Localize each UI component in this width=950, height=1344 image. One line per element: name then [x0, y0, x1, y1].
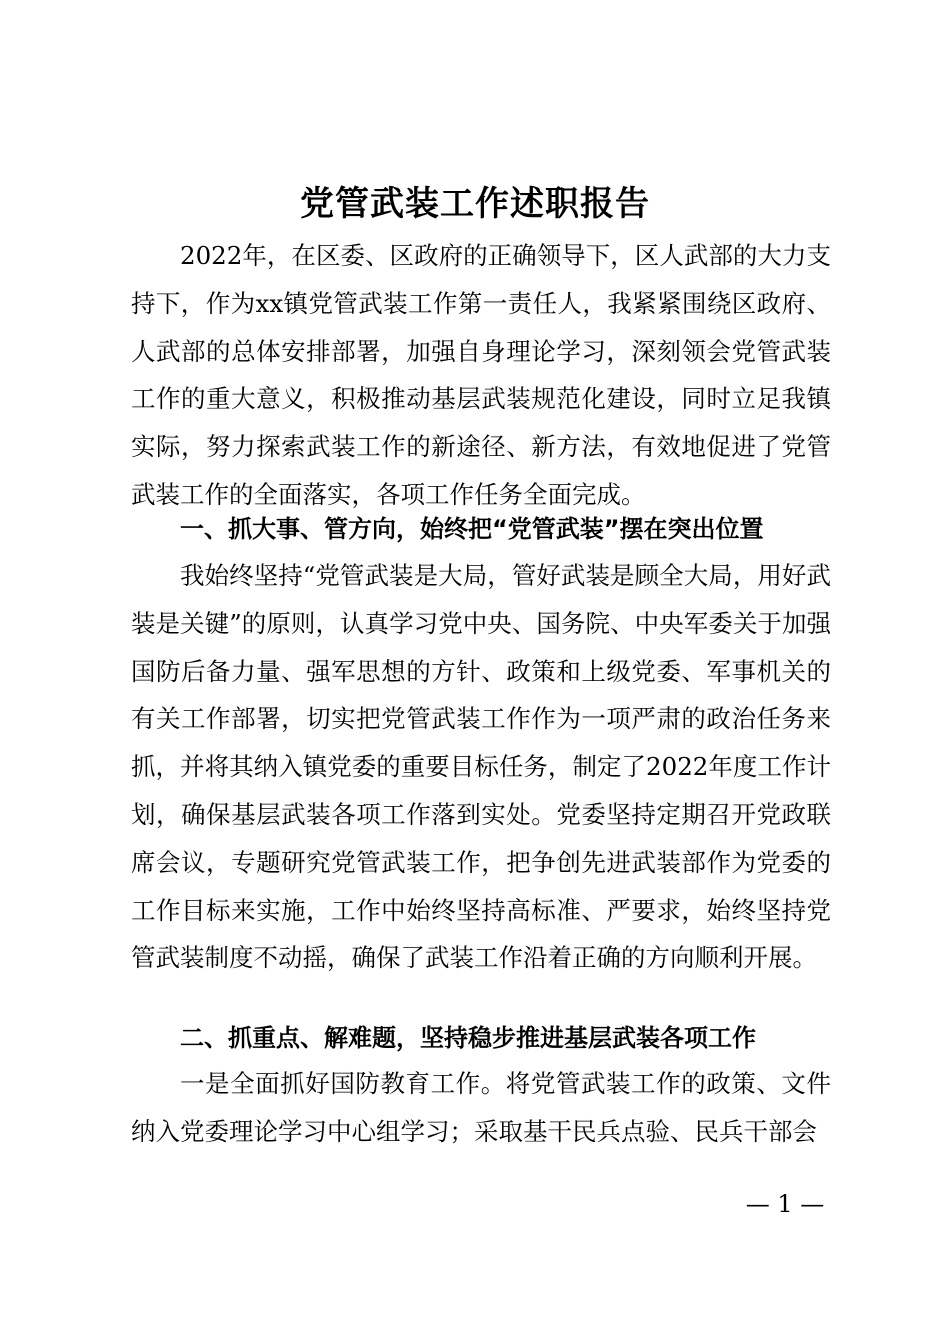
document-title: 党管武装工作述职报告 — [300, 184, 650, 224]
section-1-heading: 一、抓大事、管方向，始终把“党管武装”摆在突出位置 — [180, 515, 764, 543]
section-2-heading: 二、抓重点、解难题，坚持稳步推进基层武装各项工作 — [180, 1024, 756, 1052]
section-2-paragraph: 一是全面抓好国防教育工作。将党管武装工作的政策、文件纳入党委理论学习中心组学习；采取基干民兵点验、民兵干部会 — [131, 1069, 831, 1146]
section-1-paragraph: 我始终坚持“党管武装是大局，管好武装是顾全大局，用好武装是关键”的原则，认真学习党中央、国务院、中央军委关于加强国防后备力量、强军思想的方针、政策和上级党委、军事机关的有关工作部署，切实把党管武装工作作为一项严肃的政治任务来抓，并将其纳入镇党委的重要目标任务，制定了2022年度工作计划，确保基层武装各项工作落到实处。党委坚持定期召开党政联席会议，专题研究党管武装工作，把争创先进武装部作为党委的工作目标来实施，工作中始终坚持高标准、严要求，始终坚持党管武装制度不动摇，确保了武装工作沿着正确的方向顺利开展。 — [131, 561, 831, 973]
intro-paragraph: 2022年，在区委、区政府的正确领导下，区人武部的大力支持下，作为xx镇党管武装工作第一责任人，我紧紧围绕区政府、人武部的总体安排部署，加强自身理论学习，深刻领会党管武装工作的重大意义，积极推动基层武装规范化建设，同时立足我镇实际，努力探索武装工作的新途径、新方法，有效地促进了党管武装工作的全面落实，各项工作任务全面完成。 — [131, 241, 831, 509]
page-number: — 1 — — [745, 1190, 825, 1218]
